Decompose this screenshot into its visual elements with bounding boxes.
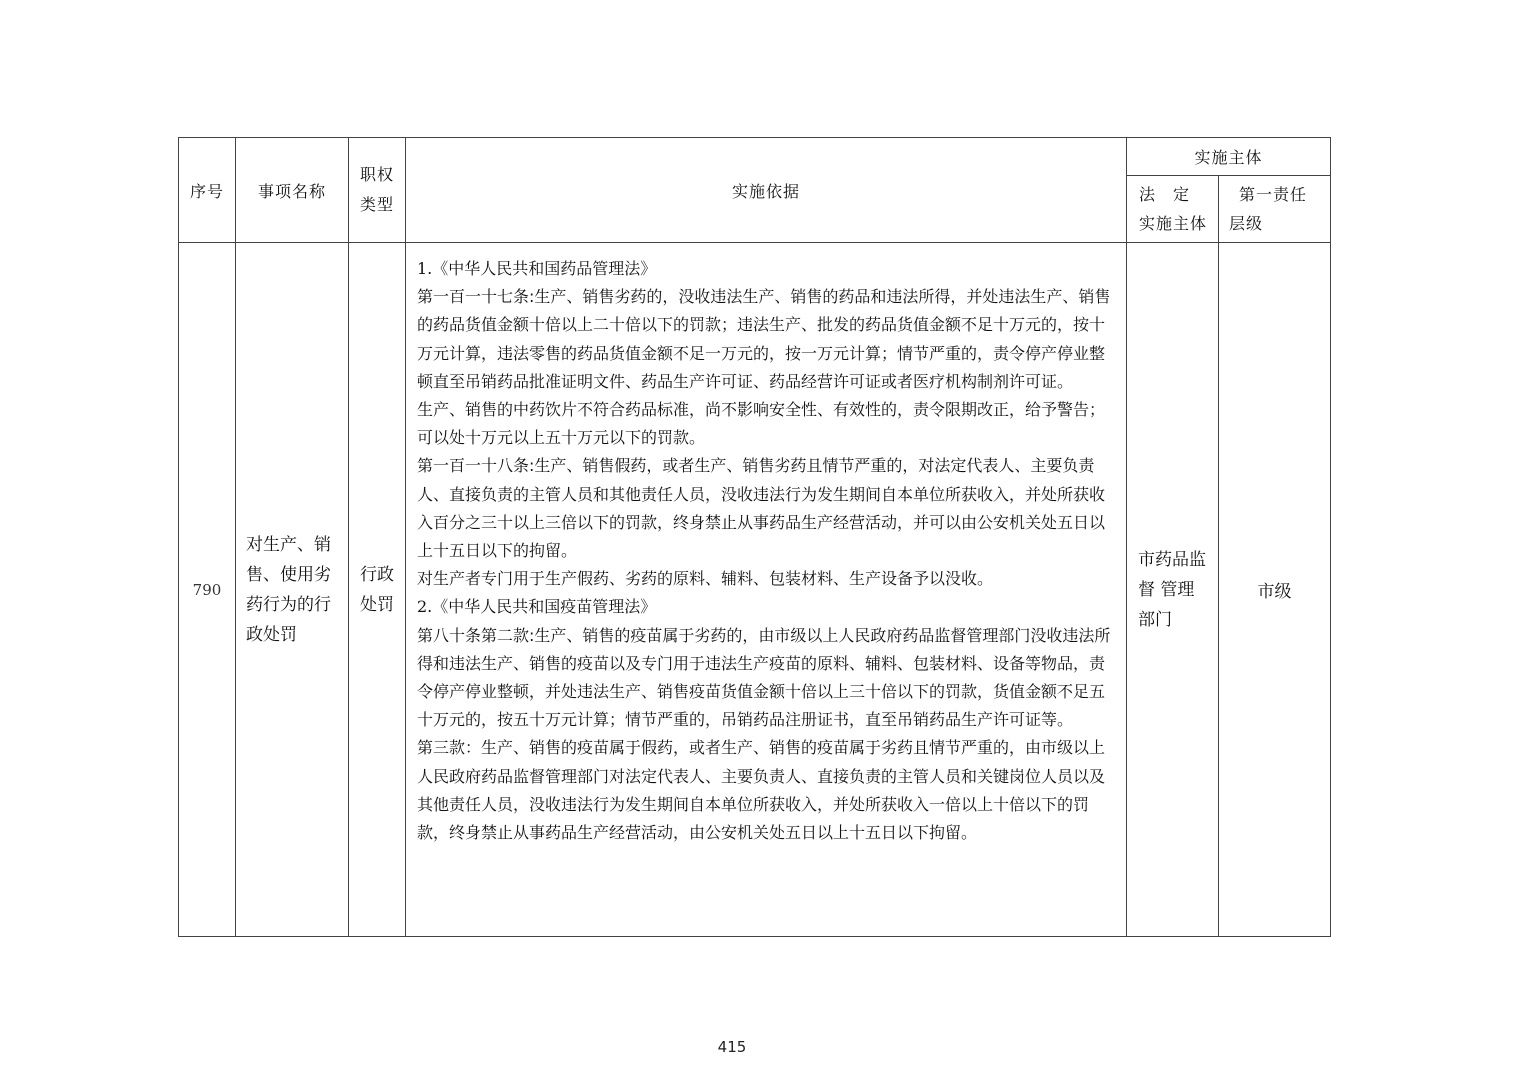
- power-list-table: [178, 137, 1331, 937]
- header-legal-line2: 实施主体: [1139, 214, 1208, 233]
- row-power-type: [349, 243, 406, 937]
- row-basis: [406, 243, 1127, 937]
- row-responsibility-level: 市级: [1219, 243, 1331, 937]
- basis-paragraph: 2.《中华人民共和国疫苗管理法》: [417, 597, 657, 617]
- basis-paragraph: 第八十条第二款:生产、销售的疫苗属于劣药的，由市级以上人民政府药品监督管理部门没收违法所得和违法生产、销售的疫苗以及专门用于违法生产疫苗的原料、辅料、包装材料、设备等物品，责令停产停业整顿，并处违法生产、销售疫苗货值金额十倍以上三十倍以下的罚款，货值金额不足五十万元的，按五十万元计算；情节严重的，吊销药品注册证书，直至吊销药品生产许可证等。: [417, 625, 1111, 730]
- header-type-line1: 职权: [359, 165, 394, 184]
- header-legal-line1: 法 定: [1139, 185, 1191, 204]
- basis-paragraph: 生产、销售的中药饮片不符合药品标准，尚不影响安全性、有效性的，责令限期改正，给予警告；可以处十万元以上五十万元以下的罚款。: [417, 400, 1106, 448]
- header-name: 事项名称: [236, 138, 349, 243]
- basis-paragraph: 第一百一十七条:生产、销售劣药的，没收违法生产、销售的药品和违法所得，并处违法生产、销售的药品货值金额十倍以上二十倍以下的罚款；违法生产、批发的药品货值金额不足十万元的，按十万元计算，违法零售的药品货值金额不足一万元的，按一万元计算；情节严重的，责令停产停业整顿直至吊销药品批准证明文件、药品生产许可证、药品经营许可证或者医疗机构制剂许可证。: [417, 287, 1111, 391]
- basis-paragraph: 第一百一十八条:生产、销售假药，或者生产、销售劣药且情节严重的，对法定代表人、主要负责人、直接负责的主管人员和其他责任人员，没收违法行为发生期间自本单位所获收入，并处所获收入百分之三十以上三倍以下的罚款，终身禁止从事药品生产经营活动，并可以由公安机关处五日以上十五日以下的拘留。: [417, 456, 1106, 561]
- header-level: [1219, 176, 1331, 243]
- row-legal-subject: 市药品监督 管理部门: [1127, 243, 1219, 937]
- header-seq: 序号: [179, 138, 236, 243]
- basis-paragraph: 对生产者专门用于生产假药、劣药的原料、辅料、包装材料、生产设备予以没收。: [417, 569, 994, 589]
- page-number: 415: [717, 1038, 747, 1056]
- row-seq: 790: [179, 243, 236, 937]
- header-basis: 实施依据: [406, 138, 1127, 243]
- basis-paragraph: 1.《中华人民共和国药品管理法》: [417, 259, 657, 278]
- basis-paragraph: 第三款：生产、销售的疫苗属于假药，或者生产、销售的疫苗属于劣药且情节严重的，由市级以上人民政府药品监督管理部门对法定代表人、主要负责人、直接负责的主管人员和关键岗位人员以及其他责任人员，没收违法行为发生期间自本单位所获收入，并处所获收入一倍以上十倍以下的罚款，终身禁止从事药品生产经营活动，由公安机关处五日以上十五日以下拘留。: [417, 738, 1106, 843]
- row-item-name: 对生产、销售、使用劣药行为的行政处罚: [236, 243, 349, 937]
- header-type: [349, 138, 406, 243]
- table-row: [179, 243, 1331, 937]
- row-power-type-text: 行政处罚: [360, 564, 394, 615]
- header-legal-subject: [1127, 176, 1219, 243]
- header-level-line1: 第一责任: [1239, 185, 1308, 204]
- header-type-line2: 类型: [359, 195, 394, 214]
- header-subject-group: 实施主体: [1127, 138, 1331, 176]
- header-level-line2: 层级: [1229, 214, 1264, 233]
